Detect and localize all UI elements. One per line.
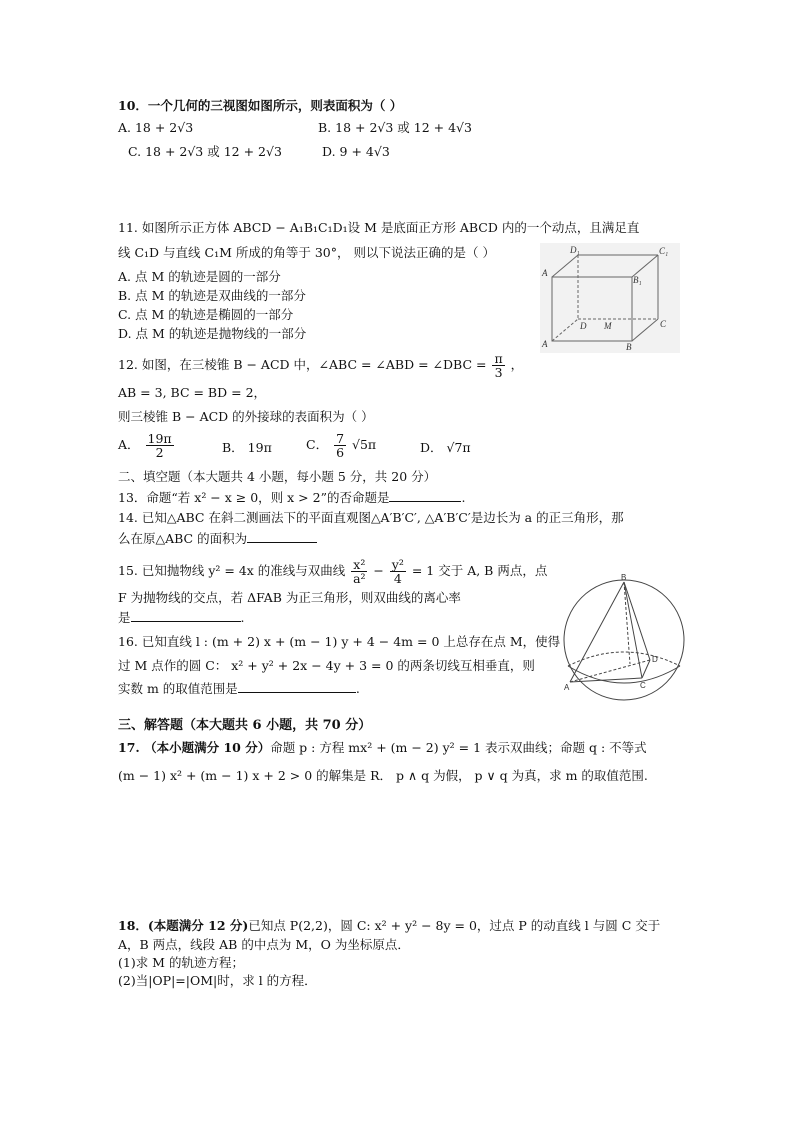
q12-frac-den: 3 [494, 365, 503, 380]
q14-text: 么在原△ABC 的面积为 [118, 531, 248, 546]
q15-line3-text: 是 [118, 610, 131, 625]
cube-label-m: M [604, 321, 612, 331]
q13-line [118, 488, 465, 508]
q12-option-a-den: 2 [155, 445, 164, 460]
q15-line1-pre: 15. 已知抛物线 y² = 4x 的准线与双曲线 [118, 563, 346, 578]
q12-option-c-label: C． [306, 437, 329, 452]
q11-line1: 11. 如图所示正方体 ABCD − A₁B₁C₁D₁设 M 是底面正方形 ABCD 内的一个动点，且满足直 [118, 220, 640, 235]
cube-figure [540, 243, 680, 353]
q12-option-a-frac [146, 432, 174, 459]
q12-option-a-label: A． [118, 437, 140, 452]
cube-label-a: A [542, 339, 548, 349]
q15-frac-x-num: x² [353, 557, 366, 572]
q12-option-d: D． √7π [420, 440, 471, 455]
q16-end: . [355, 681, 360, 696]
q12-line3: 则三棱锥 B − ACD 的外接球的表面积为（ ） [118, 409, 374, 424]
q11-option-b: B. 点 M 的轨迹是双曲线的一部分 [118, 288, 306, 303]
q12-option-c-tail: √5π [352, 437, 377, 452]
q12-line1-end: ， [510, 357, 524, 372]
q15-line2: F 为抛物线的交点，若 ΔFAB 为正三角形，则双曲线的离心率 [118, 590, 461, 605]
q18-line1-text: 已知点 P(2,2)，圆 C: x² + y² − 8y = 0，过点 P 的动直线 l 与圆 C 交于 [248, 918, 661, 933]
q12-line2: AB = 3, BC = BD = 2， [118, 385, 267, 400]
q15-line3 [118, 608, 245, 628]
q11-option-a: A. 点 M 的轨迹是圆的一部分 [118, 269, 281, 284]
q18-part1: (1)求 M 的轨迹方程； [118, 955, 244, 970]
q17-line2: (m − 1) x² + (m − 1) x + 2 > 0 的解集是 R． p ∧ q 为假， p ∨ q 为真，求 m 的取值范围. [118, 768, 648, 783]
q14-answer-blank [247, 530, 317, 543]
q13-text: 13．命题“若 x² − x ≥ 0，则 x > 2”的否命题是 [118, 490, 390, 505]
q16-line2: 过 M 点作的圆 C： x² + y² + 2x − 4y + 3 = 0 的两条切线互相垂直，则 [118, 658, 535, 673]
q13-answer-blank [389, 489, 461, 502]
sphere-label-a: A [564, 683, 570, 692]
cube-label-c1: C₁ [659, 246, 669, 256]
q11-line2: 线 C₁D 与直线 C₁M 所成的角等于 30°， 则以下说法正确的是（ ） [118, 245, 495, 260]
q12-option-c-den: 6 [336, 445, 345, 460]
q16-line3-text: 实数 m 的取值范围是 [118, 681, 238, 696]
q17-score: 17. （本小题满分 10 分） [118, 740, 271, 755]
q12-line1-text: 12. 如图，在三棱锥 B − ACD 中，∠ABC = ∠ABD = ∠DBC = [118, 357, 487, 372]
q15-line1 [118, 558, 547, 585]
section3-heading: 三、解答题（本大题共 6 小题，共 70 分） [118, 718, 372, 733]
q18-line1 [118, 916, 660, 936]
q12-frac-num: π [494, 351, 503, 366]
q12-option-a [118, 432, 176, 459]
q18-score: 18．(本题满分 12 分) [118, 918, 249, 933]
q16-line3 [118, 679, 360, 699]
q17-line1 [118, 738, 647, 758]
q15-frac-x [351, 558, 367, 585]
q12-option-a-num: 19π [147, 431, 172, 446]
sphere-label-c: C [640, 681, 646, 690]
q16-answer-blank [238, 680, 356, 693]
q11-option-d: D. 点 M 的轨迹是抛物线的一部分 [118, 326, 307, 341]
sphere-figure [560, 574, 692, 704]
q18-part2: (2)当|OP|=|OM|时，求 l 的方程． [118, 973, 317, 988]
q18-line2: A，B 两点，线段 AB 的中点为 M，O 为坐标原点． [118, 937, 410, 952]
q12-option-b: B． 19π [222, 440, 272, 455]
q16-line1: 16. 已知直线 l : (m + 2) x + (m − 1) y + 4 − 4m = 0 上总存在点 M，使得 [118, 634, 561, 649]
q10-option-d: D. 9 + 4√3 [322, 144, 390, 159]
cube-label-c: C [660, 319, 667, 329]
q11-option-c: C. 点 M 的轨迹是椭圆的一部分 [118, 307, 294, 322]
q10-option-b: B. 18 + 2√3 或 12 + 4√3 [318, 120, 472, 135]
sphere-label-d: D [652, 655, 658, 664]
q10-stem: 10．一个几何的三视图如图所示，则表面积为（ ） [118, 98, 403, 113]
q12-option-c-frac [334, 432, 346, 459]
q10-option-a: A. 18 + 2√3 [118, 120, 194, 135]
q12-pi-over-3 [492, 352, 504, 379]
q15-end: . [240, 610, 245, 625]
q15-frac-y-num: y² [391, 557, 404, 572]
q14-line2 [118, 529, 317, 549]
cube-label-d1: D₁ [570, 245, 580, 255]
sphere-label-b: B [621, 574, 627, 582]
q15-answer-blank [131, 609, 241, 622]
section2-heading: 二、填空题（本大题共 4 小题，每小题 5 分，共 20 分） [118, 469, 437, 484]
q15-frac-y [390, 558, 406, 585]
q15-minus: − [373, 563, 384, 578]
q17-line1-text: 命题 p : 方程 mx² + (m − 2) y² = 1 表示双曲线；命题 q : 不等式 [270, 740, 647, 755]
q12-option-c [306, 432, 376, 459]
q15-line1-post: = 1 交于 A, B 两点，点 [411, 563, 548, 578]
q15-frac-y-den: 4 [393, 571, 402, 586]
cube-label-b1: B₁ [633, 275, 642, 285]
q12-option-c-num: 7 [336, 431, 345, 446]
q13-end: . [461, 490, 466, 505]
q15-frac-x-den: a² [353, 571, 366, 586]
cube-label-d: D [580, 321, 587, 331]
q10-option-c: C. 18 + 2√3 或 12 + 2√3 [128, 144, 282, 159]
q12-line1 [118, 352, 523, 379]
q14-line1: 14. 已知△ABC 在斜二测画法下的平面直观图△A′B′C′, △A′B′C′是边长为 a 的正三角形，那 [118, 510, 624, 525]
cube-label-b: B [626, 342, 632, 352]
cube-label-a1: A [542, 268, 548, 278]
